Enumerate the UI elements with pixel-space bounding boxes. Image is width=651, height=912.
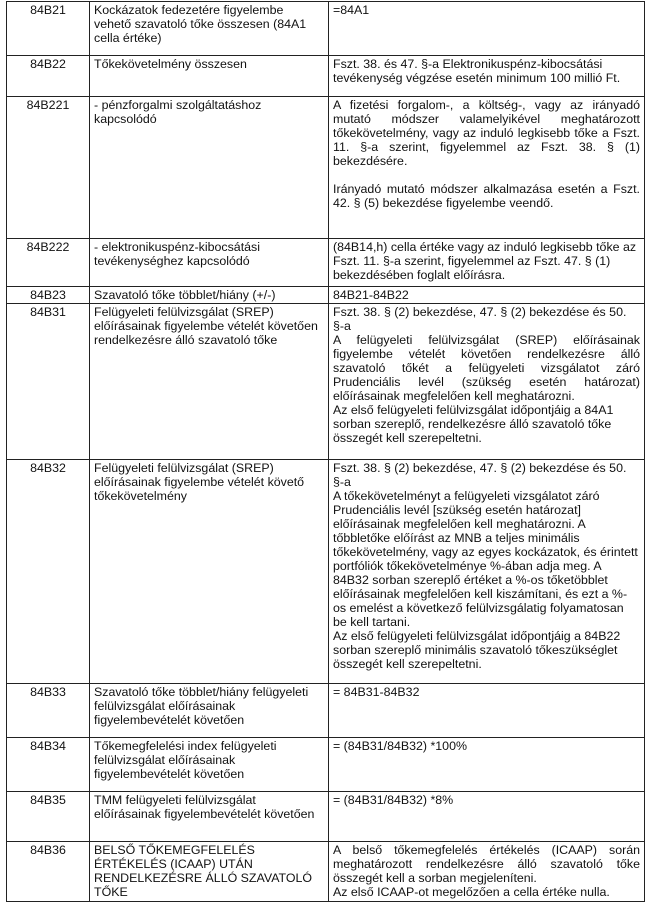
row-description: TMM felügyeleti felülvizsgálat előírásainak figyelembevételét követően [90, 792, 329, 842]
row-description: Szavatoló tőke többlet/hiány (+/-) [90, 287, 329, 304]
rule-paragraph: = (84B31/84B32) *8% [333, 793, 454, 807]
row-code: 84B36 [7, 842, 90, 902]
rule-paragraph: A belső tőkemegfelelés értékelés (ICAAP) során meghatározott rendelkezésre álló szavatoló tőke összegét kell a sorban megjeleníteni. [333, 843, 640, 885]
rule-paragraph: Fszt. 38. § (2) bekezdése, 47. § (2) bekezdése és 50. §-a [333, 461, 627, 489]
rule-paragraph: A felügyeleti felülvizsgálat (SREP) előírásainak figyelembe vételét követően rendelkezésre álló szavatoló tőkét a felügyeleti vizsgálatot záró Prudenciális levél (szükség esetén határozat) előírásainak megfelelően kell meghatározni. [333, 333, 640, 403]
row-description: Kockázatok fedezetére figyelembe vehető szavatoló tőke összesen (84A1 cella értéke) [90, 2, 329, 56]
rule-paragraph: A fizetési forgalom-, a költség-, vagy az irányadó mutató módszer valamelyikével meghatározott tőkekövetelmény, vagy az induló legkisebb tőke a Fszt. 11. §-a szerint, figyelemmel az Fszt. 38. § (1) bekezdésére. [333, 98, 640, 168]
rule-paragraph: = 84B31-84B32 [333, 685, 420, 699]
row-description: - elektronikuspénz-kibocsátási tevékenységhez kapcsolódó [90, 239, 329, 287]
row-description: Felügyeleti felülvizsgálat (SREP) előírásainak figyelembe vételét követő tőkekövetelmény [90, 460, 329, 684]
row-code: 84B22 [7, 56, 90, 97]
row-rule [329, 287, 645, 304]
rule-paragraph: Fszt. 38. és 47. §-a Elektronikuspénz-kibocsátási tevékenység végzése esetén minimum 100 millió Ft. [333, 57, 621, 85]
rule-paragraph: =84A1 [333, 3, 370, 17]
table-row [7, 842, 645, 902]
row-description: Tőkekövetelmény összesen [90, 56, 329, 97]
row-description: BELSŐ TŐKEMEGFELELÉS ÉRTÉKELÉS (ICAAP) UTÁN RENDELKEZÉSRE ÁLLÓ SZAVATOLÓ TŐKE [90, 842, 329, 902]
rule-paragraph: Az első ICAAP-ot megelőzően a cella értéke nulla. [333, 885, 610, 899]
row-rule [329, 684, 645, 738]
row-description: Tőkemegfelelési index felügyeleti felülvizsgálat előírásainak figyelembevételét követően [90, 738, 329, 792]
table-row [7, 56, 645, 97]
row-code: 84B221 [7, 97, 90, 239]
table-row [7, 792, 645, 842]
row-code: 84B34 [7, 738, 90, 792]
rule-paragraph: A tőkekövetelményt a felügyeleti vizsgálatot záró Prudenciális levél [szükség esetén határozat] előírásainak megfelelően kell meghatározni. A tőbbletőke előírást az MNB a teljes minimális tőkekövetelmény, vagy az egyes kockázatok, és érintett portfóliók tőkekövetelménye %-ában adja meg. A 84B32 sorban szereplő értéket a %-os tőketöbblet előírásainak megfelelően kell kiszámítani, és ezt a %-os emelést a következő felülvizsgálatig folyamatosan be kell tartani. [333, 489, 638, 629]
row-code: 84B21 [7, 2, 90, 56]
table-row [7, 97, 645, 239]
table-row [7, 239, 645, 287]
table-row [7, 738, 645, 792]
row-description: Szavatoló tőke többlet/hiány felügyeleti felülvizsgálat előírásainak figyelembevételét követően [90, 684, 329, 738]
row-rule [329, 304, 645, 460]
row-rule [329, 792, 645, 842]
table-row [7, 2, 645, 56]
row-rule [329, 239, 645, 287]
table-row [7, 684, 645, 738]
row-description: Felügyeleti felülvizsgálat (SREP) előírásainak figyelembe vételét követően rendelkezésre álló szavatoló tőke [90, 304, 329, 460]
row-code: 84B222 [7, 239, 90, 287]
row-code: 84B31 [7, 304, 90, 460]
row-code: 84B32 [7, 460, 90, 684]
rules-table [6, 1, 645, 902]
rule-paragraph: = (84B31/84B32) *100% [333, 739, 467, 753]
rule-paragraph: Fszt. 38. § (2) bekezdése, 47. § (2) bekezdése és 50. §-a [333, 305, 627, 333]
table-row [7, 460, 645, 684]
rule-paragraph: Az első felügyeleti felülvizsgálat időpontjáig a 84A1 sorban szereplő, rendelkezésre álló szavatoló tőke összegét kell szerepeltetni. [333, 403, 614, 445]
table-row [7, 287, 645, 304]
rule-paragraph: Irányadó mutató módszer alkalmazása esetén a Fszt. 42. § (5) bekezdése figyelembe veendő. [333, 182, 640, 210]
rule-paragraph: (84B14,h) cella értéke vagy az induló legkisebb tőke az Fszt. 11. §-a szerint, figyelemmel az Fszt. 47. § (1) bekezdésében foglalt előírásra. [333, 240, 637, 282]
rule-paragraph: 84B21-84B22 [333, 288, 409, 302]
rule-paragraph: Az első felügyeleti felülvizsgálat időpontjáig a 84B22 sorban szereplő minimális szavatoló tőkeszükséglet összegét kell szerepeltetni. [333, 629, 621, 671]
row-description: - pénzforgalmi szolgáltatáshoz kapcsolódó [90, 97, 329, 239]
row-code: 84B33 [7, 684, 90, 738]
row-code: 84B35 [7, 792, 90, 842]
row-rule [329, 460, 645, 684]
row-rule [329, 738, 645, 792]
row-rule [329, 56, 645, 97]
row-code: 84B23 [7, 287, 90, 304]
row-rule [329, 97, 645, 239]
table-row [7, 304, 645, 460]
row-rule [329, 2, 645, 56]
row-rule [329, 842, 645, 902]
